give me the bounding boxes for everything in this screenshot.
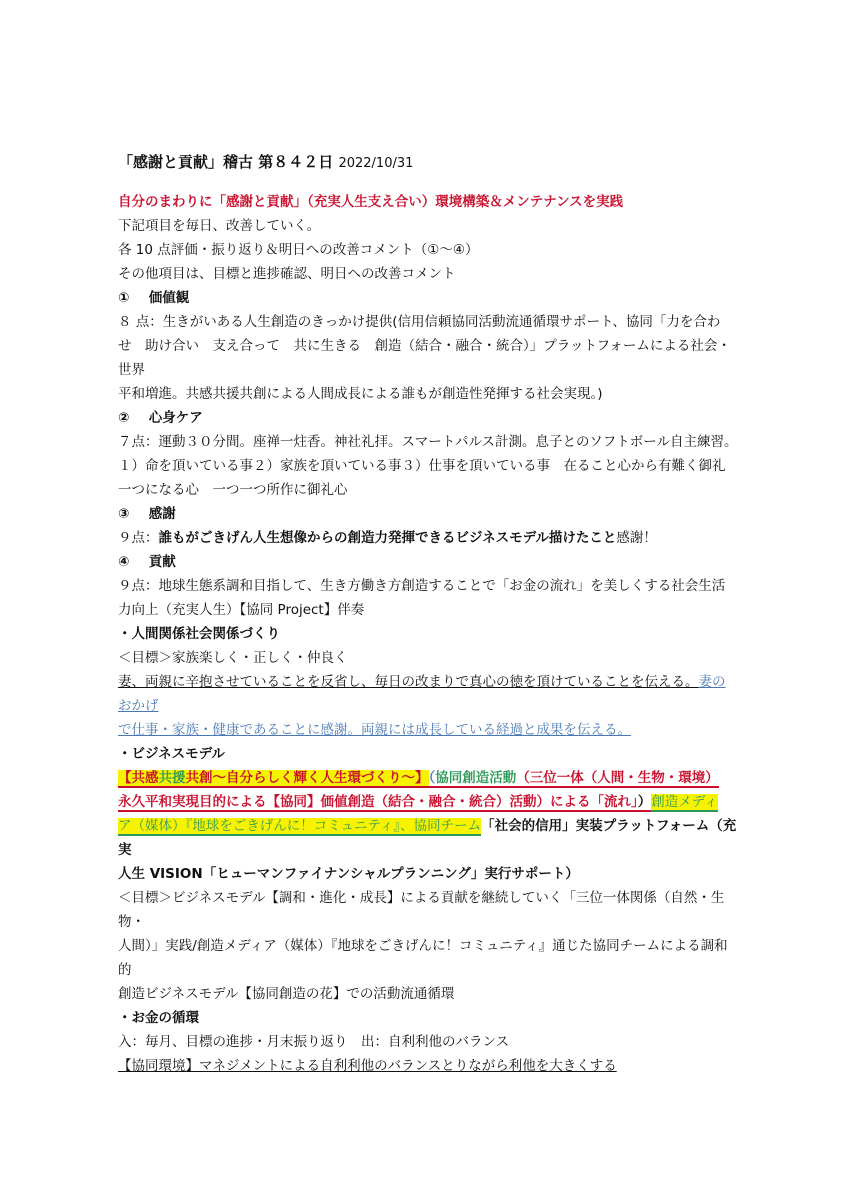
- word-kyoen: 共援: [158, 770, 186, 786]
- gratitude-score: ９点：: [118, 530, 159, 546]
- business-line-4: 人生 VISION「ヒューマンファイナンシャルプランニング」実行サポート）: [118, 866, 579, 882]
- relations-goal: ＜目標＞家族楽しく・正しく・仲良く: [118, 650, 348, 666]
- section-gratitude-heading: [118, 502, 738, 526]
- page-title: [118, 150, 738, 176]
- intro-line-3: その他項目は、目標と進捗確認、明日への改善コメント: [118, 266, 456, 282]
- section-care-heading: [118, 406, 738, 430]
- title-text: 「感謝と貢献」稽古 第８４２日: [118, 153, 334, 171]
- business-line-1: [118, 766, 738, 790]
- business-goal-3: 創造ビジネスモデル【協同創造の花】での活動流通循環: [118, 986, 455, 1002]
- contribution-line-1: ９点：地球生態系調和目指して、生き方働き方創造することで「お金の流れ」を美しくする社会生活: [118, 578, 726, 594]
- section-number: ③: [118, 506, 130, 522]
- section-values-heading: [118, 286, 738, 310]
- contribution-line-2: 力向上（充実人生）【協同 Project】伴奏: [118, 602, 365, 618]
- word-kyoso: 共創: [185, 770, 213, 786]
- section-label: 感謝: [148, 506, 176, 522]
- business-green: 協同創造活動: [435, 770, 517, 786]
- money-line-2: 【協同環境】マネジメントによる自利利他のバランスとりながら利他を大きくする: [118, 1058, 617, 1074]
- section-number: ②: [118, 410, 130, 426]
- section-number: ①: [118, 290, 130, 306]
- section-label: 心身ケア: [148, 410, 203, 426]
- care-line-3: 一つになる心 一つ一つ所作に御礼心: [118, 482, 348, 498]
- bracket-open: 【: [118, 770, 132, 786]
- relations-text-b: 妻のおかげ: [118, 674, 726, 714]
- gratitude-bold: 誰もがごきげん人生想像からの創造力発揮できるビジネスモデル描けたこと: [158, 530, 617, 546]
- money-line-1: 入：毎月、目標の進捗・月末振り返り 出：自利利他のバランス: [118, 1034, 510, 1050]
- care-line-2: １）命を頂いている事２）家族を頂いている事３）仕事を頂いている事 在ること心から有難く御礼: [118, 458, 726, 474]
- intro-line-2: 各 10 点評価・振り返り＆明日への改善コメント（①～④）: [118, 242, 479, 258]
- care-line-1: ７点：運動３０分間。座禅一炷香。神社礼拝。スマートパルス計測。息子とのソフトボール自主練習。: [118, 434, 738, 450]
- business-red: （三位一体（人間・生物・環境）: [516, 770, 719, 786]
- business-line-2: [118, 790, 738, 814]
- relations-line-1: [118, 670, 738, 718]
- document-page: [118, 150, 738, 1078]
- media-highlight-2: ア（媒体）『地球をごきげんに！コミュニティ』、協同チーム: [118, 818, 482, 834]
- paren-close: ）: [637, 794, 652, 810]
- title-date: 2022/10/31: [338, 156, 414, 171]
- business-line-3: [118, 814, 738, 862]
- section-label: 貢献: [148, 554, 176, 570]
- values-line-2: せ 助け合い 支え合って 共に生きる 創造（結合・融合・統合）」プラットフォームによる社会・世界: [118, 338, 731, 378]
- word-kyokan: 共感: [131, 770, 159, 786]
- section-business-heading: ・ビジネスモデル: [118, 746, 225, 762]
- section-money-heading: ・お金の循環: [118, 1010, 199, 1026]
- intro-line-1: 下記項目を毎日、改善していく。: [118, 218, 321, 234]
- business-goal-2: 人間）」実践/創造メディア（媒体）『地球をごきげんに！コミュニティ』通じた協同チームによる調和的: [118, 938, 728, 978]
- intro-headline: 自分のまわりに「感謝と貢献」（充実人生支え合い）環境構築＆メンテナンスを実践: [118, 194, 624, 210]
- values-line-3: 平和増進。共感共援共創による人間成長による誰もが創造性発揮する社会実現。): [118, 386, 603, 402]
- business-highlight: [118, 770, 429, 788]
- business-red-2: 永久平和実現目的による【協同】価値創造（結合・融合・統合）活動）による「流れ」: [118, 794, 638, 810]
- media-highlight-1: 創造メディ: [651, 794, 718, 810]
- section-number: ④: [118, 554, 130, 570]
- highlight-rest: ～自分らしく輝く人生環づくり～】: [212, 770, 429, 786]
- paren-open: （: [428, 770, 436, 786]
- relations-line-2: で仕事・家族・健康であることに感謝。両親には成長している経過と成果を伝える。: [118, 722, 631, 738]
- relations-text-a: 妻、両親に辛抱させていることを反省し、毎日の改まりで真心の徳を頂けていることを伝える。: [118, 674, 699, 690]
- business-goal-1: ＜目標＞ビジネスモデル【調和・進化・成長】による貢献を継続していく「三位一体関係（自然・生物・: [118, 890, 725, 930]
- values-line-1: ８ 点：生きがいある人生創造のきっかけ提供(信用信頼協同活動流通循環サポート、協同「力を合わ: [118, 314, 721, 330]
- section-label: 価値観: [148, 290, 190, 306]
- section-contribution-heading: [118, 550, 738, 574]
- business-platform: 「社会的信用」実装プラットフォーム（充実: [118, 818, 737, 858]
- gratitude-suffix: 感謝！: [616, 530, 657, 546]
- gratitude-line: [118, 526, 738, 550]
- section-relations-heading: ・人間関係社会関係づくり: [118, 626, 280, 642]
